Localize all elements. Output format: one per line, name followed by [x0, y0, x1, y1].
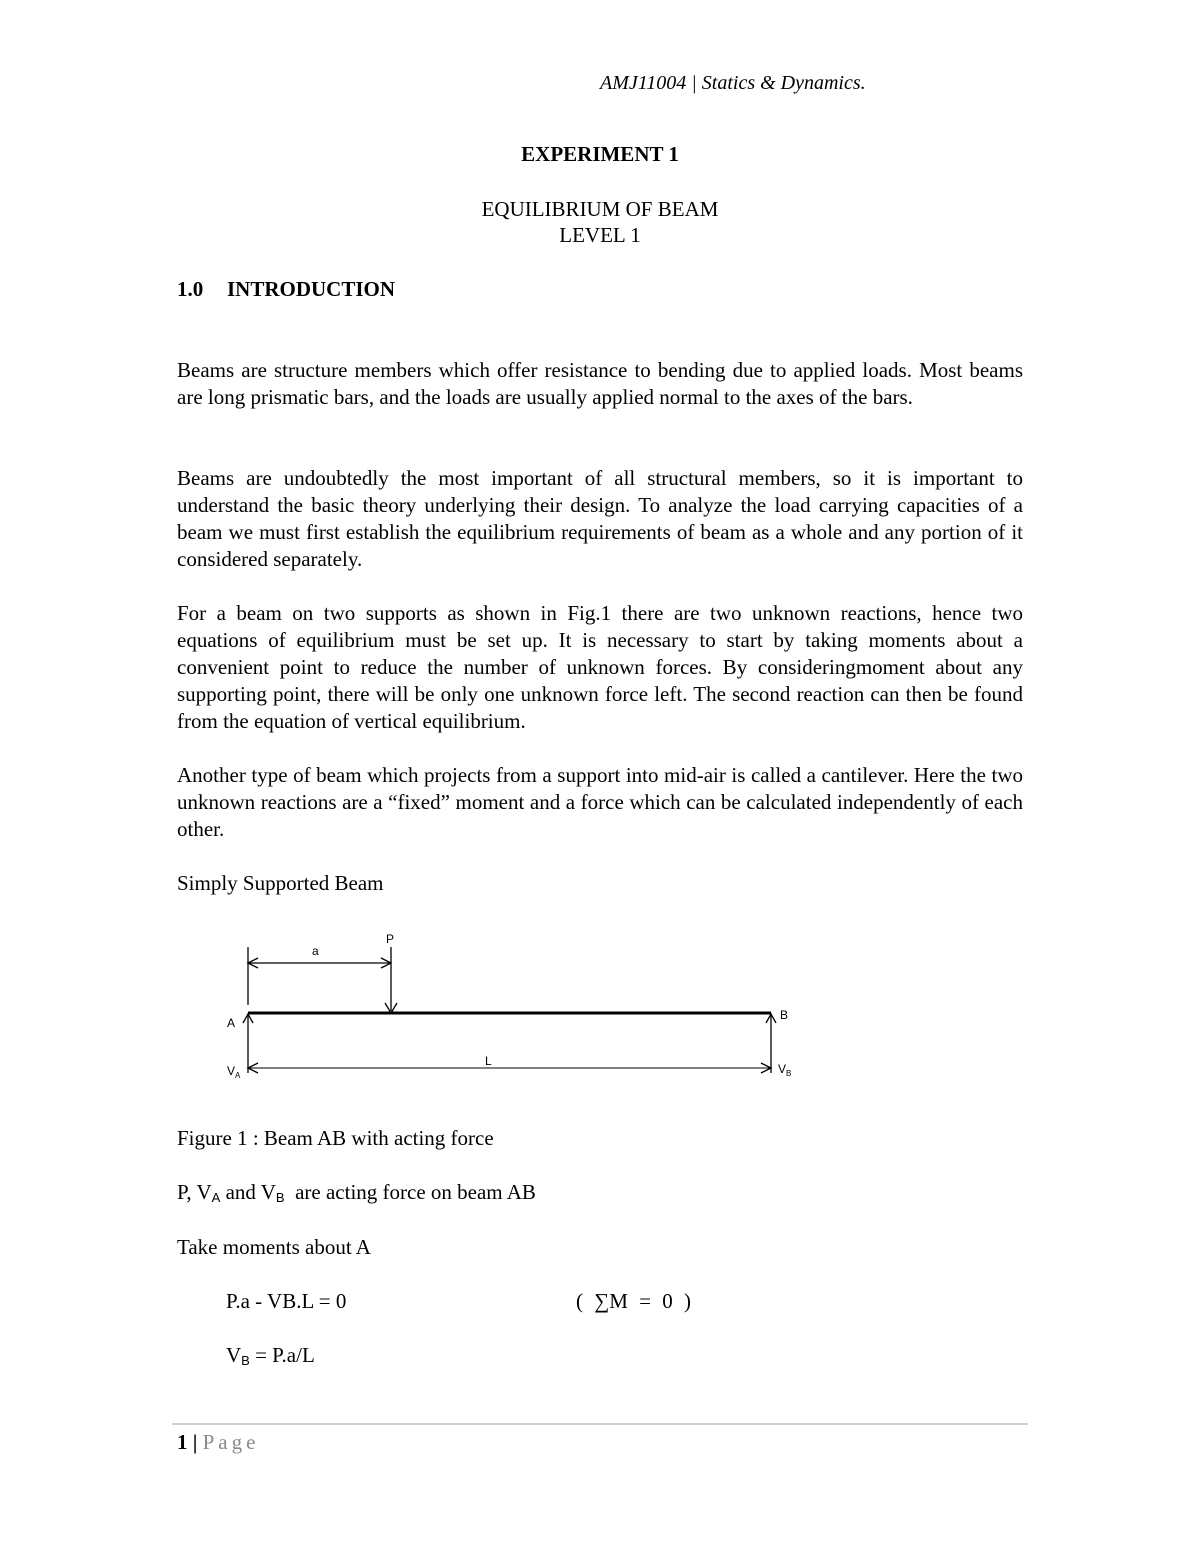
label-p: P: [386, 932, 395, 946]
footer-separator: |: [192, 1430, 198, 1454]
footer-divider: [172, 1423, 1028, 1425]
label-L: L: [485, 1054, 492, 1068]
page-footer: [177, 1430, 259, 1455]
page-number: 1: [177, 1430, 188, 1454]
label-A: A: [227, 1016, 236, 1030]
moments-intro: Take moments about A: [177, 1235, 371, 1259]
equation-1: P.a - VB.L = 0: [226, 1289, 347, 1313]
forces-line: P, VA and VB are acting force on beam AB: [177, 1180, 536, 1205]
label-B: B: [780, 1008, 789, 1022]
level-title: LEVEL 1: [559, 223, 641, 247]
paragraph-2: Beams are undoubtedly the most important of all structural members, so it is important to understand the basic theory underlying their design. To analyze the load carrying capacities of a beam we must first establish the equilibrium requirements of beam as a whole and any portion of it considered separately.: [177, 466, 1023, 571]
figure-caption: Figure 1 : Beam AB with acting force: [177, 1126, 494, 1150]
figure-heading: Simply Supported Beam: [177, 871, 384, 895]
label-VA: $V_A$: [227, 1064, 241, 1080]
subject-title: EQUILIBRIUM OF BEAM: [481, 197, 719, 221]
paragraph-3: For a beam on two supports as shown in Fig.1 there are two unknown reactions, hence two equations of equilibrium must be set up. It is necessary to start by taking moments about a convenient point to reduce the number of unknown forces. By consideringmoment about any supporting point, there will be only one unknown force left. The second reaction can then be found from the equation of vertical equilibrium.: [177, 601, 1023, 733]
label-a: a: [312, 944, 319, 958]
beam-diagram: [220, 925, 810, 1090]
equation-2: VB = P.a/L: [226, 1343, 315, 1368]
paragraph-1: Beams are structure members which offer resistance to bending due to applied loads. Most beams are long prismatic bars, and the loads are usually applied normal to the axes of the bars.: [177, 358, 1023, 409]
experiment-title: EXPERIMENT 1: [521, 142, 679, 166]
equation-1-note: ( ∑M = 0 ): [576, 1289, 691, 1313]
page-label: Page: [202, 1430, 260, 1454]
running-header: AMJ11004 | Statics & Dynamics.: [600, 72, 866, 94]
section-title: INTRODUCTION: [227, 277, 396, 301]
paragraph-4: Another type of beam which projects from a support into mid-air is called a cantilever. Here the two unknown reactions are a “fixed” moment and a force which can be calculated independently of each other.: [177, 763, 1023, 841]
section-number: 1.0: [177, 277, 204, 301]
section-heading: [177, 277, 395, 302]
label-VB: $V_B$: [778, 1062, 792, 1078]
